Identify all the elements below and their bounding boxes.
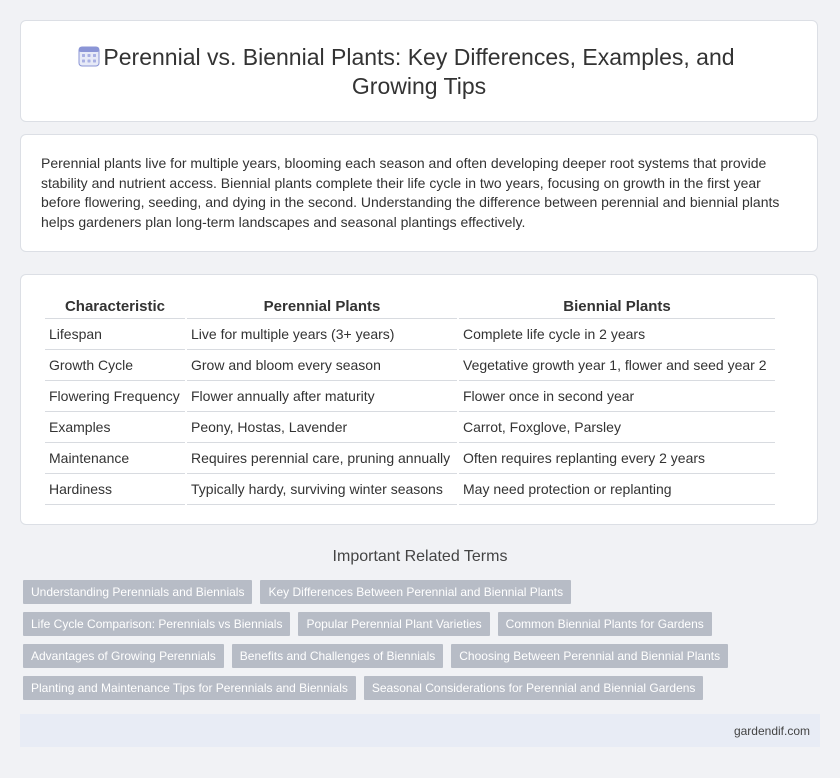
tag-row [23,580,813,604]
table-cell: Lifespan [45,319,185,350]
table-cell: Typically hardy, surviving winter seasons [187,474,457,505]
column-header: Perennial Plants [187,295,457,319]
table-cell: Examples [45,412,185,443]
related-term-tag[interactable]: Planting and Maintenance Tips for Perennials and Biennials [23,676,356,700]
table-cell: Maintenance [45,443,185,474]
related-term-tag[interactable]: Advantages of Growing Perennials [23,644,224,668]
related-term-tag[interactable]: Understanding Perennials and Biennials [23,580,252,604]
table-cell: Flower once in second year [459,381,775,412]
related-terms-heading: Important Related Terms [332,548,508,565]
table-cell: Requires perennial care, pruning annually [187,443,457,474]
related-term-tag[interactable]: Key Differences Between Perennial and Biennial Plants [260,580,571,604]
tag-row [23,644,813,668]
table-cell: May need protection or replanting [459,474,775,505]
page-title: Perennial vs. Biennial Plants: Key Differences, Examples, and Growing Tips [103,44,735,99]
footer [20,714,820,747]
comparison-table [43,295,777,505]
title-card [20,20,818,122]
column-header: Biennial Plants [459,295,775,319]
table-row [45,474,775,505]
table-cell: Peony, Hostas, Lavender [187,412,457,443]
table-cell: Live for multiple years (3+ years) [187,319,457,350]
comparison-table-card [20,274,818,525]
column-header: Characteristic [45,295,185,319]
related-term-tag[interactable]: Common Biennial Plants for Gardens [498,612,712,636]
related-term-tag[interactable]: Popular Perennial Plant Varieties [298,612,489,636]
table-cell: Hardiness [45,474,185,505]
tag-row [23,676,813,700]
table-row [45,350,775,381]
table-cell: Carrot, Foxglove, Parsley [459,412,775,443]
table-cell: Flower annually after maturity [187,381,457,412]
related-terms [23,580,813,708]
intro-paragraph: Perennial plants live for multiple years, blooming each season and often developing deeper root systems that provide stability and nutrient access. Biennial plants complete their life cycle in two years, focusing on growth in the first year before flowering, seeding, and dying in the second. Understanding the difference between perennial and biennial plants helps gardeners plan long-term landscapes and seasonal plantings effectively. [41,155,780,230]
table-cell: Flowering Frequency [45,381,185,412]
table-cell: Often requires replanting every 2 years [459,443,775,474]
table-header-row [45,295,775,319]
tag-row [23,612,813,636]
site-name[interactable]: gardendif.com [733,724,810,738]
intro-card [20,134,818,252]
table-row [45,412,775,443]
table-cell: Complete life cycle in 2 years [459,319,775,350]
related-term-tag[interactable]: Benefits and Challenges of Biennials [232,644,443,668]
table-row [45,319,775,350]
table-cell: Vegetative growth year 1, flower and seed year 2 [459,350,775,381]
related-term-tag[interactable]: Choosing Between Perennial and Biennial Plants [451,644,728,668]
table-cell: Growth Cycle [45,350,185,381]
table-cell: Grow and bloom every season [187,350,457,381]
related-term-tag[interactable]: Seasonal Considerations for Perennial and Biennial Gardens [364,676,704,700]
table-row [45,381,775,412]
related-term-tag[interactable]: Life Cycle Comparison: Perennials vs Biennials [23,612,290,636]
table-row [45,443,775,474]
